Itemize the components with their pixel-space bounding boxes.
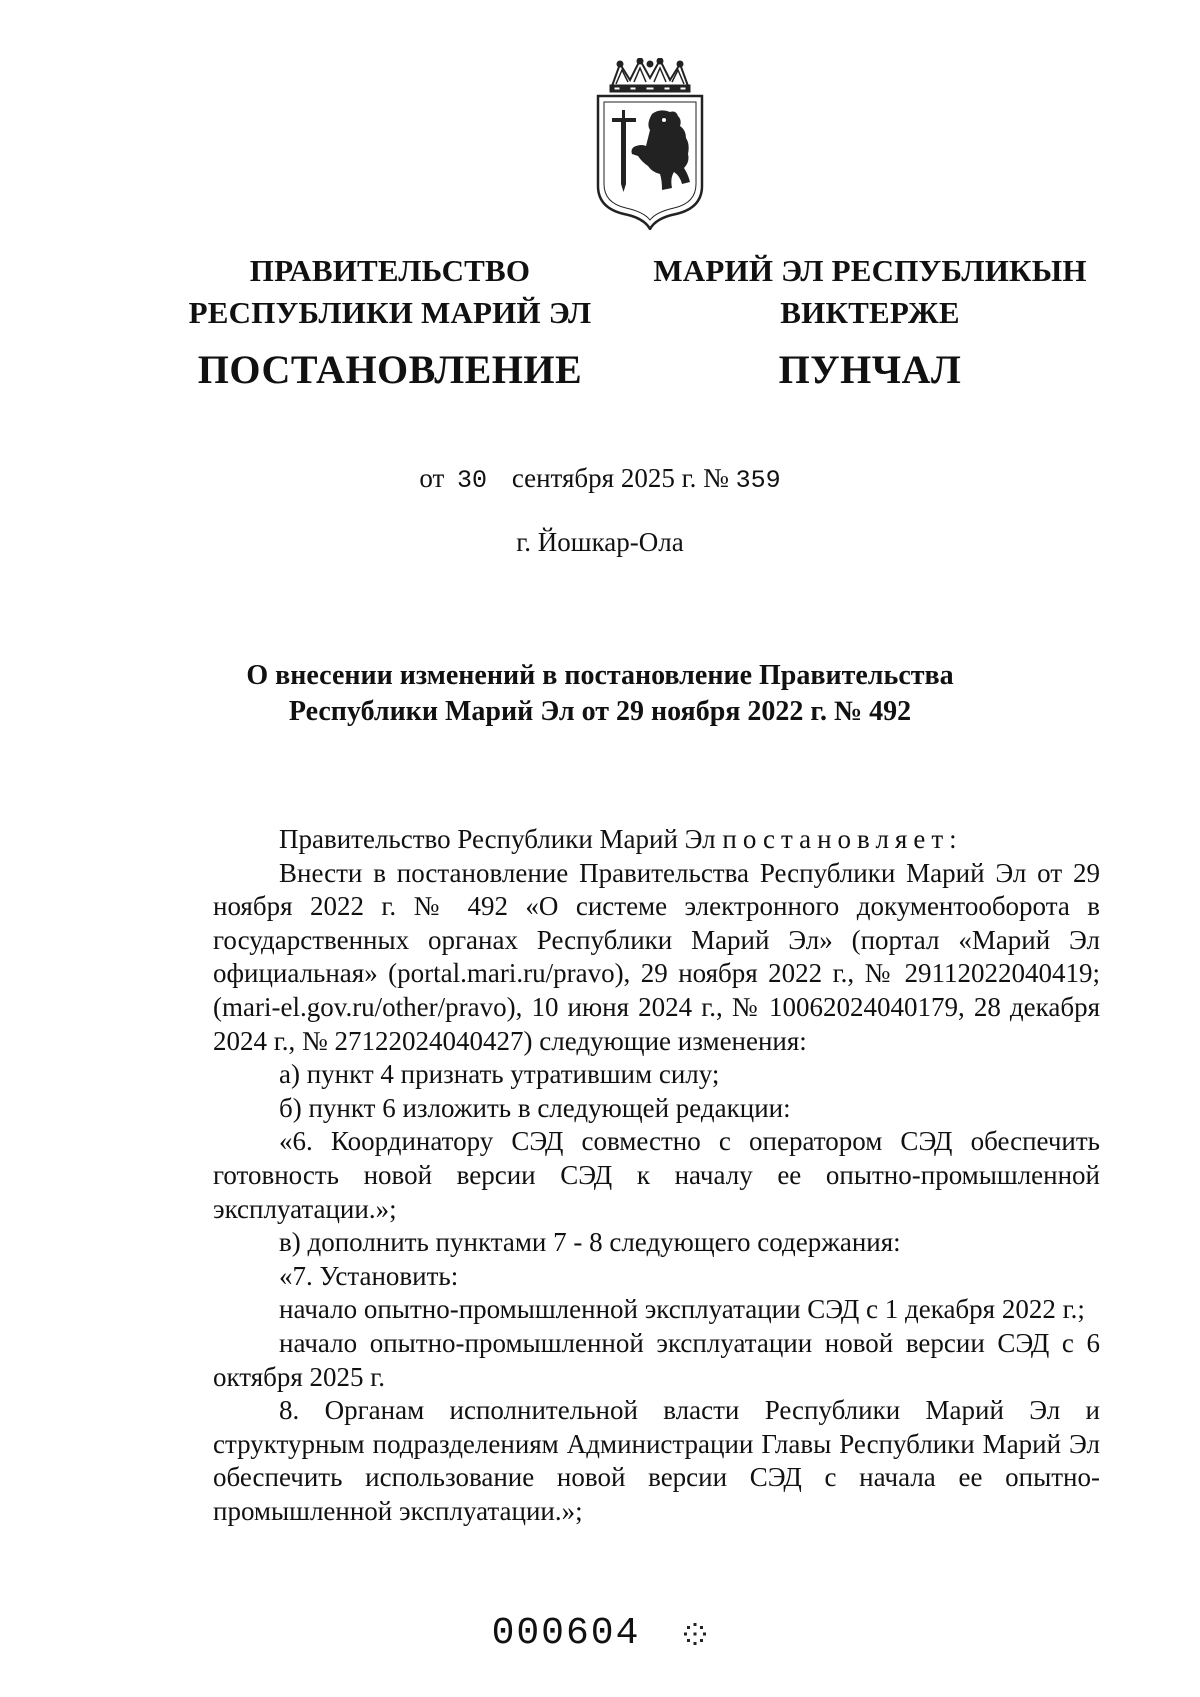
paragraph: в) дополнить пунктами 7 - 8 следующего содержания: <box>279 1227 901 1258</box>
paragraph: 8. Органам исполнительной власти Республики Марий Эл и структурным подразделениям Администрации Главы Республики Марий Эл обеспечить использование новой версии СЭД с начала ее опытно-промышленной эксплуатации.»; <box>213 1395 1100 1526</box>
dotted-star-mark-icon <box>682 1621 708 1647</box>
mari-el-coat-of-arms-icon <box>590 58 710 230</box>
date-prefix: от <box>419 463 445 493</box>
city: г. Йошкар-Ола <box>516 527 684 557</box>
header-right-line2: ВИКТЕРЖЕ <box>780 295 960 330</box>
document-number: 359 <box>735 466 781 495</box>
paragraph: «7. Установить: <box>279 1260 459 1291</box>
header-right <box>640 250 1100 396</box>
document-type-ru: ПОСТАНОВЛЕНИЕ <box>197 347 583 392</box>
date-month-year: сентября 2025 г. № <box>511 463 729 493</box>
document-body <box>213 823 1100 1528</box>
preamble-text: Правительство Республики Марий Эл <box>279 824 716 854</box>
paragraph-preamble <box>213 823 1100 857</box>
serial-number: 000604 <box>491 1612 641 1655</box>
header-left-line2: РЕСПУБЛИКИ МАРИЙ ЭЛ <box>188 295 592 330</box>
document-type-mhr: ПУНЧАЛ <box>778 347 962 392</box>
paragraph: а) пункт 4 признать утратившим силу; <box>279 1059 720 1090</box>
header-right-line1: МАРИЙ ЭЛ РЕСПУБЛИКЫН <box>653 253 1087 288</box>
paragraph: начало опытно-промышленной эксплуатации СЭД с 1 декабря 2022 г.; <box>279 1294 1085 1325</box>
title-line1: О внесении изменений в постановление Правительства <box>246 660 954 691</box>
date-line <box>0 463 1200 495</box>
preamble-spaced-verb: постановляет: <box>722 824 963 854</box>
title-line2: Республики Марий Эл от 29 ноября 2022 г. № 492 <box>288 696 912 727</box>
footer <box>0 1612 1200 1655</box>
date-day: 30 <box>457 466 488 495</box>
paragraph: Внести в постановление Правительства Республики Марий Эл от 29 ноября 2022 г. № 492 «О системе электронного документооборота в государственных органах Республики Марий Эл» (портал «Марий Эл официальная» (portal.mari.ru/pravo), 29 ноября 2022 г., № 29112022040419; (mari-el.gov.ru/other/pravo), 10 июня 2024 г., № 10062024040179, 28 декабря 2024 г., № 27122024040427) следующие изменения: <box>213 857 1100 1056</box>
header-left <box>170 250 610 396</box>
paragraph: б) пункт 6 изложить в следующей редакции: <box>279 1092 791 1123</box>
document-title <box>180 658 1020 730</box>
header-left-line1: ПРАВИТЕЛЬСТВО <box>249 253 531 288</box>
paragraph: «6. Координатору СЭД совместно с оператором СЭД обеспечить готовность новой версии СЭД к началу ее опытно-промышленной эксплуатации.»; <box>213 1126 1100 1224</box>
paragraph: начало опытно-промышленной эксплуатации новой версии СЭД с 6 октября 2025 г. <box>213 1327 1100 1392</box>
